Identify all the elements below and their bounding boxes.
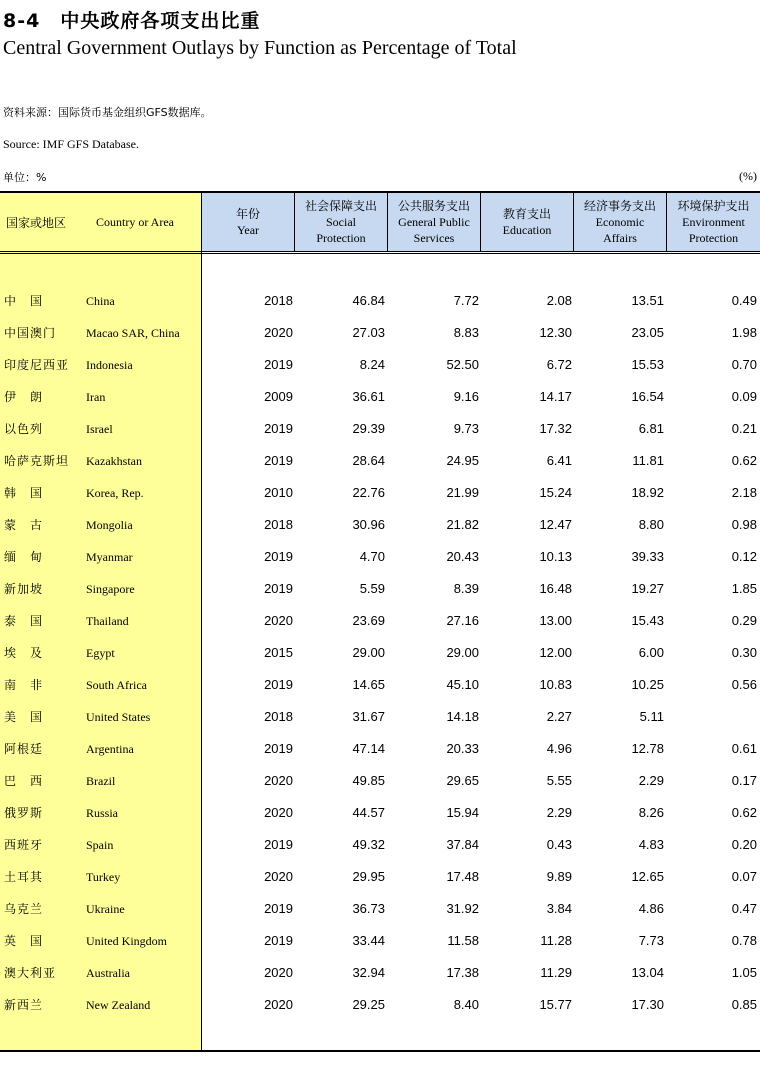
table-row xyxy=(0,797,760,829)
cell-social-protection: 32.94 xyxy=(352,965,385,980)
cell-country-en: Iran xyxy=(86,390,106,404)
cell-social-protection: 44.57 xyxy=(352,805,385,820)
cell-social-protection: 4.70 xyxy=(359,549,385,564)
cell-economic-affairs: 5.11 xyxy=(639,709,664,724)
cell-education: 6.72 xyxy=(546,357,572,372)
outlays-table xyxy=(0,191,760,1052)
cell-country-en: Israel xyxy=(86,422,113,436)
cell-country-en: Brazil xyxy=(86,774,116,788)
cell-social-protection: 31.67 xyxy=(352,709,385,724)
header-env-en-2: Protection xyxy=(688,231,739,245)
cell-environment-protection: 0.17 xyxy=(731,773,757,788)
cell-social-protection: 14.65 xyxy=(352,677,385,692)
cell-social-protection: 29.39 xyxy=(352,421,385,436)
cell-economic-affairs: 15.43 xyxy=(631,613,664,628)
cell-year: 2020 xyxy=(264,997,293,1012)
cell-environment-protection: 0.56 xyxy=(731,677,757,692)
cell-social-protection: 46.84 xyxy=(352,293,385,308)
header-year xyxy=(202,193,294,251)
cell-country-en: Turkey xyxy=(86,870,121,884)
table-row xyxy=(0,349,760,381)
cell-education: 6.41 xyxy=(546,453,572,468)
cell-general-public-services: 14.18 xyxy=(446,709,479,724)
cell-year: 2019 xyxy=(264,837,293,852)
cell-country-cn: 西班牙 xyxy=(4,838,44,852)
cell-environment-protection: 1.98 xyxy=(731,325,757,340)
cell-general-public-services: 37.84 xyxy=(446,837,479,852)
cell-education: 10.13 xyxy=(539,549,572,564)
table-row xyxy=(0,989,760,1021)
cell-general-public-services: 17.38 xyxy=(446,965,479,980)
cell-general-public-services: 24.95 xyxy=(446,453,479,468)
header-education xyxy=(481,193,573,251)
header-public-cn: 公共服务支出 xyxy=(397,199,470,213)
table-row xyxy=(0,669,760,701)
cell-country-en: Argentina xyxy=(86,742,134,756)
cell-year: 2010 xyxy=(264,485,293,500)
cell-education: 11.29 xyxy=(540,965,572,980)
table-row xyxy=(0,477,760,509)
table-row xyxy=(0,381,760,413)
cell-year: 2019 xyxy=(264,357,293,372)
header-bottom-rule xyxy=(0,251,760,252)
table-row xyxy=(0,701,760,733)
table-row xyxy=(0,765,760,797)
cell-environment-protection: 2.18 xyxy=(731,485,757,500)
cell-year: 2018 xyxy=(264,517,293,532)
cell-economic-affairs: 18.92 xyxy=(631,485,664,500)
cell-general-public-services: 20.33 xyxy=(446,741,479,756)
cell-environment-protection: 0.47 xyxy=(731,901,757,916)
cell-country-en: Korea, Rep. xyxy=(86,486,144,500)
cell-general-public-services: 21.99 xyxy=(446,485,479,500)
header-edu-cn: 教育支出 xyxy=(502,207,551,221)
cell-education: 2.29 xyxy=(546,805,572,820)
cell-country-cn: 乌克兰 xyxy=(4,902,44,916)
cell-year: 2020 xyxy=(264,773,293,788)
cell-country-cn: 以色列 xyxy=(4,422,44,436)
table-row xyxy=(0,733,760,765)
header-economic-affairs xyxy=(574,193,666,251)
table-row xyxy=(0,957,760,989)
cell-social-protection: 30.96 xyxy=(352,517,385,532)
cell-environment-protection: 0.09 xyxy=(731,389,757,404)
cell-education: 16.48 xyxy=(539,581,572,596)
table-row xyxy=(0,925,760,957)
cell-general-public-services: 21.82 xyxy=(446,517,479,532)
header-year-cn: 年份 xyxy=(235,207,260,221)
cell-environment-protection: 1.85 xyxy=(731,581,757,596)
cell-social-protection: 47.14 xyxy=(352,741,385,756)
cell-social-protection: 27.03 xyxy=(352,325,385,340)
page-title-cn: 8-4 中央政府各项支出比重 xyxy=(3,10,261,32)
header-social-en-1: Social xyxy=(326,215,356,229)
cell-environment-protection: 0.85 xyxy=(731,997,757,1012)
cell-country-en: Ukraine xyxy=(86,902,125,916)
cell-country-cn: 缅 甸 xyxy=(4,550,44,564)
cell-general-public-services: 29.00 xyxy=(446,645,479,660)
cell-country-en: Indonesia xyxy=(86,358,133,372)
cell-economic-affairs: 13.51 xyxy=(631,293,664,308)
cell-year: 2018 xyxy=(264,709,293,724)
cell-environment-protection: 0.49 xyxy=(731,293,757,308)
cell-economic-affairs: 4.83 xyxy=(638,837,664,852)
cell-country-en: Russia xyxy=(86,806,119,820)
header-country-en: Country or Area xyxy=(96,214,174,229)
cell-general-public-services: 20.43 xyxy=(446,549,479,564)
source-note-cn: 资料来源：国际货币基金组织GFS数据库。 xyxy=(3,106,212,119)
cell-country-en: China xyxy=(86,294,115,308)
header-env-cn: 环境保护支出 xyxy=(677,199,750,213)
cell-country-cn: 俄罗斯 xyxy=(4,806,44,820)
cell-year: 2020 xyxy=(264,325,293,340)
cell-year: 2009 xyxy=(264,389,293,404)
cell-economic-affairs: 15.53 xyxy=(631,357,664,372)
cell-environment-protection: 0.21 xyxy=(731,421,757,436)
header-edu-en: Education xyxy=(502,223,552,237)
cell-environment-protection: 0.20 xyxy=(731,837,757,852)
cell-general-public-services: 29.65 xyxy=(446,773,479,788)
cell-country-en: United Kingdom xyxy=(86,934,167,948)
cell-social-protection: 49.32 xyxy=(352,837,385,852)
cell-economic-affairs: 8.26 xyxy=(638,805,664,820)
cell-year: 2020 xyxy=(264,965,293,980)
cell-social-protection: 29.95 xyxy=(352,869,385,884)
cell-education: 2.27 xyxy=(546,709,572,724)
cell-country-en: Thailand xyxy=(86,614,129,628)
table-row xyxy=(0,509,760,541)
table-row xyxy=(0,893,760,925)
cell-environment-protection: 0.61 xyxy=(731,741,757,756)
cell-economic-affairs: 23.05 xyxy=(631,325,664,340)
cell-year: 2020 xyxy=(264,805,293,820)
cell-education: 12.00 xyxy=(539,645,572,660)
cell-general-public-services: 7.72 xyxy=(453,293,479,308)
cell-general-public-services: 45.10 xyxy=(446,677,479,692)
cell-general-public-services: 31.92 xyxy=(446,901,479,916)
table-row xyxy=(0,445,760,477)
cell-country-cn: 新加坡 xyxy=(4,582,44,596)
cell-social-protection: 29.25 xyxy=(352,997,385,1012)
cell-general-public-services: 8.83 xyxy=(453,325,479,340)
cell-general-public-services: 9.73 xyxy=(453,421,479,436)
cell-year: 2019 xyxy=(264,933,293,948)
cell-education: 14.17 xyxy=(539,389,572,404)
cell-economic-affairs: 12.78 xyxy=(631,741,664,756)
cell-country-en: South Africa xyxy=(86,678,147,692)
cell-country-cn: 新西兰 xyxy=(4,998,44,1012)
cell-economic-affairs: 13.04 xyxy=(631,965,664,980)
cell-economic-affairs: 19.27 xyxy=(631,581,664,596)
cell-economic-affairs: 6.81 xyxy=(638,421,664,436)
cell-country-cn: 伊 朗 xyxy=(4,390,44,404)
cell-education: 15.77 xyxy=(539,997,572,1012)
cell-general-public-services: 17.48 xyxy=(446,869,479,884)
table-row xyxy=(0,861,760,893)
cell-environment-protection: 0.12 xyxy=(731,549,757,564)
cell-environment-protection: 0.30 xyxy=(731,645,757,660)
cell-economic-affairs: 11.81 xyxy=(632,453,664,468)
cell-environment-protection: 0.29 xyxy=(731,613,757,628)
cell-economic-affairs: 12.65 xyxy=(631,869,664,884)
cell-economic-affairs: 17.30 xyxy=(631,997,664,1012)
cell-economic-affairs: 10.25 xyxy=(631,677,664,692)
cell-country-cn: 韩 国 xyxy=(4,486,44,500)
header-social-cn: 社会保障支出 xyxy=(304,199,377,213)
cell-environment-protection: 0.62 xyxy=(731,805,757,820)
cell-year: 2020 xyxy=(264,613,293,628)
cell-education: 5.55 xyxy=(546,773,572,788)
cell-environment-protection: 0.07 xyxy=(731,869,757,884)
cell-education: 12.47 xyxy=(539,517,572,532)
header-econ-cn: 经济事务支出 xyxy=(583,199,656,213)
cell-education: 13.00 xyxy=(539,613,572,628)
cell-country-en: Kazakhstan xyxy=(86,454,142,468)
cell-education: 2.08 xyxy=(546,293,572,308)
table-row xyxy=(0,829,760,861)
cell-education: 0.43 xyxy=(546,837,572,852)
header-country-cn: 国家或地区 xyxy=(6,215,67,230)
table-row xyxy=(0,637,760,669)
cell-country-en: United States xyxy=(86,710,151,724)
cell-social-protection: 28.64 xyxy=(352,453,385,468)
table-row xyxy=(0,573,760,605)
header-env-en-1: Environment xyxy=(682,215,745,229)
cell-country-en: New Zealand xyxy=(86,998,151,1012)
cell-economic-affairs: 39.33 xyxy=(631,549,664,564)
header-econ-en-1: Economic xyxy=(595,215,645,229)
cell-country-cn: 泰 国 xyxy=(4,614,44,628)
cell-education: 9.89 xyxy=(546,869,572,884)
cell-country-en: Spain xyxy=(86,838,114,852)
source-note-en: Source: IMF GFS Database. xyxy=(3,137,139,151)
cell-general-public-services: 15.94 xyxy=(446,805,479,820)
cell-country-en: Myanmar xyxy=(86,550,133,564)
cell-year: 2019 xyxy=(264,581,293,596)
header-general-public-services xyxy=(388,193,480,251)
unit-label-en: (%) xyxy=(739,169,757,183)
cell-country-cn: 巴 西 xyxy=(4,774,44,788)
table-row xyxy=(0,317,760,349)
cell-country-cn: 中 国 xyxy=(4,294,44,308)
header-environment-protection xyxy=(667,193,760,251)
cell-year: 2019 xyxy=(264,421,293,436)
cell-year: 2018 xyxy=(264,293,293,308)
cell-country-cn: 阿根廷 xyxy=(4,742,44,756)
cell-environment-protection: 0.70 xyxy=(731,357,757,372)
header-year-en: Year xyxy=(236,223,260,237)
cell-education: 4.96 xyxy=(546,741,572,756)
cell-economic-affairs: 2.29 xyxy=(638,773,664,788)
cell-social-protection: 29.00 xyxy=(352,645,385,660)
cell-education: 12.30 xyxy=(539,325,572,340)
cell-year: 2019 xyxy=(264,741,293,756)
table-bottom-rule xyxy=(0,1050,760,1052)
body-top-rule xyxy=(0,253,760,254)
cell-social-protection: 49.85 xyxy=(352,773,385,788)
cell-environment-protection: 1.05 xyxy=(731,965,757,980)
cell-country-cn: 中国澳门 xyxy=(4,326,57,340)
header-public-en-1: General Public xyxy=(398,215,470,229)
cell-year: 2019 xyxy=(264,901,293,916)
cell-country-en: Mongolia xyxy=(86,518,133,532)
table-row xyxy=(0,605,760,637)
unit-label-cn: 单位：% xyxy=(3,171,47,184)
table-row xyxy=(0,413,760,445)
cell-economic-affairs: 7.73 xyxy=(638,933,664,948)
cell-environment-protection: 0.62 xyxy=(731,453,757,468)
header-social-protection xyxy=(295,193,387,251)
cell-education: 10.83 xyxy=(539,677,572,692)
cell-country-en: Macao SAR, China xyxy=(86,326,180,340)
cell-country-en: Singapore xyxy=(86,582,135,596)
cell-economic-affairs: 4.86 xyxy=(638,901,664,916)
cell-country-cn: 英 国 xyxy=(4,934,44,948)
cell-social-protection: 5.59 xyxy=(359,581,385,596)
cell-economic-affairs: 16.54 xyxy=(631,389,664,404)
cell-general-public-services: 8.39 xyxy=(453,581,479,596)
cell-country-en: Egypt xyxy=(86,646,115,660)
cell-year: 2019 xyxy=(264,549,293,564)
cell-country-cn: 澳大利亚 xyxy=(4,966,57,980)
cell-environment-protection: 0.78 xyxy=(731,933,757,948)
cell-education: 15.24 xyxy=(539,485,572,500)
cell-social-protection: 22.76 xyxy=(352,485,385,500)
cell-year: 2019 xyxy=(264,677,293,692)
cell-country-cn: 蒙 古 xyxy=(4,518,44,532)
header-social-en-2: Protection xyxy=(316,231,366,245)
cell-social-protection: 36.73 xyxy=(352,901,385,916)
cell-general-public-services: 8.40 xyxy=(453,997,479,1012)
header-econ-en-2: Affairs xyxy=(603,231,637,245)
cell-social-protection: 36.61 xyxy=(352,389,385,404)
cell-social-protection: 33.44 xyxy=(352,933,385,948)
cell-general-public-services: 52.50 xyxy=(446,357,479,372)
cell-general-public-services: 9.16 xyxy=(453,389,479,404)
cell-education: 11.28 xyxy=(540,933,572,948)
table-row xyxy=(0,541,760,573)
cell-year: 2020 xyxy=(264,869,293,884)
cell-country-en: Australia xyxy=(86,966,130,980)
cell-year: 2015 xyxy=(264,645,293,660)
cell-country-cn: 哈萨克斯坦 xyxy=(4,454,70,468)
cell-country-cn: 土耳其 xyxy=(4,870,44,884)
cell-social-protection: 8.24 xyxy=(359,357,385,372)
cell-social-protection: 23.69 xyxy=(352,613,385,628)
cell-country-cn: 印度尼西亚 xyxy=(4,358,70,372)
cell-education: 17.32 xyxy=(539,421,572,436)
cell-economic-affairs: 6.00 xyxy=(638,645,664,660)
cell-education: 3.84 xyxy=(546,901,572,916)
cell-economic-affairs: 8.80 xyxy=(638,517,664,532)
cell-general-public-services: 11.58 xyxy=(447,933,479,948)
header-public-en-2: Services xyxy=(413,231,455,245)
cell-year: 2019 xyxy=(264,453,293,468)
cell-environment-protection: 0.98 xyxy=(731,517,757,532)
cell-country-cn: 南 非 xyxy=(4,678,44,692)
cell-country-cn: 埃 及 xyxy=(4,646,44,660)
table-row xyxy=(0,285,760,317)
cell-country-cn: 美 国 xyxy=(4,710,44,724)
cell-general-public-services: 27.16 xyxy=(446,613,479,628)
page-title-en: Central Government Outlays by Function as Percentage of Total xyxy=(3,37,517,59)
